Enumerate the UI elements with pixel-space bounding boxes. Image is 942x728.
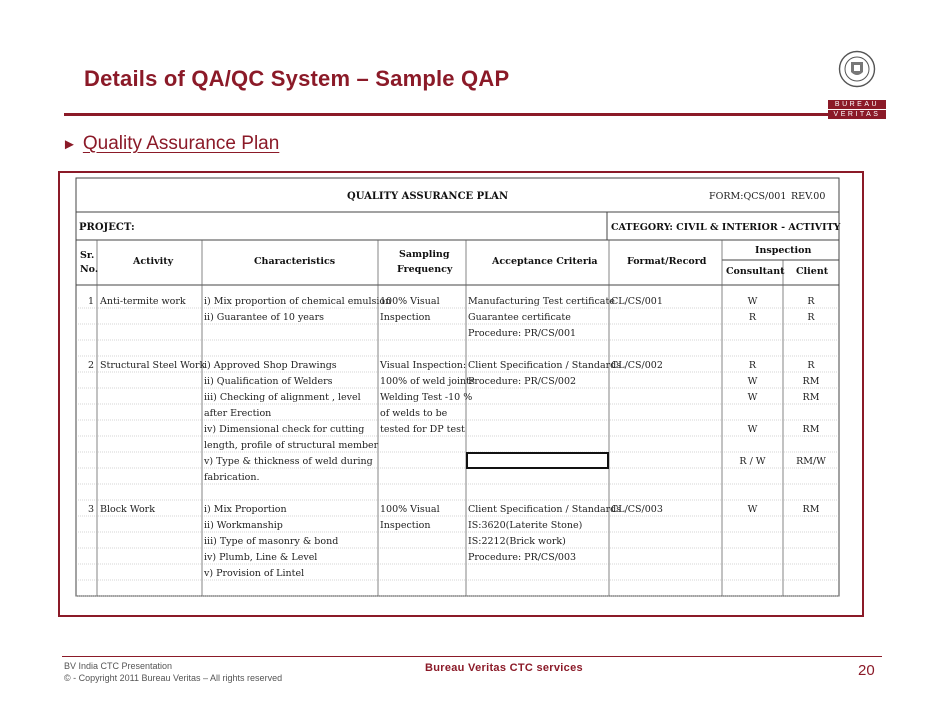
header-sampling-line1: Sampling [399, 249, 450, 260]
cell-consultant: W [747, 392, 758, 403]
cell-consultant: W [747, 296, 758, 307]
header-format-record: Format/Record [627, 256, 707, 267]
plan-revision: REV.00 [791, 191, 826, 202]
header-acceptance-criteria: Acceptance Criteria [492, 256, 598, 267]
cell-sampling-frequency: 100% Visual [380, 504, 440, 515]
cell-characteristics: i) Approved Shop Drawings [204, 360, 337, 371]
cell-acceptance-criteria: Guarantee certificate [468, 312, 571, 323]
cell-characteristics: ii) Workmanship [204, 520, 283, 531]
cell-sr-no: 2 [88, 360, 95, 371]
header-sr-line2: No. [80, 264, 99, 275]
footer-copyright: © - Copyright 2011 Bureau Veritas – All rights reserved [64, 673, 283, 683]
cell-characteristics: iv) Dimensional check for cutting [204, 424, 365, 435]
header-consultant: Consultant [726, 266, 785, 277]
cell-client: RM [802, 376, 820, 387]
cell-characteristics: i) Mix Proportion [204, 504, 287, 515]
cell-sampling-frequency: Visual Inspection: [380, 360, 467, 371]
footer-presentation-name: BV India CTC Presentation [64, 661, 173, 671]
cell-acceptance-criteria: IS:3620(Laterite Stone) [468, 520, 583, 531]
plan-title: QUALITY ASSURANCE PLAN [347, 191, 509, 202]
cell-format-record: CL/CS/003 [611, 504, 663, 515]
project-label: PROJECT: [79, 222, 135, 233]
cell-acceptance-criteria: Client Specification / Standards [468, 504, 622, 515]
cell-sampling-frequency: 100% of weld joints [380, 376, 475, 387]
cell-format-record: CL/CS/001 [611, 296, 663, 307]
page-title: Details of QA/QC System – Sample QAP [84, 66, 510, 91]
cell-acceptance-criteria: Client Specification / Standards [468, 360, 622, 371]
cell-client: R [807, 296, 815, 307]
cell-format-record: CL/CS/002 [611, 360, 663, 371]
cell-consultant: W [747, 424, 758, 435]
cell-characteristics: ii) Qualification of Welders [204, 376, 333, 387]
plan-category: CATEGORY: CIVIL & INTERIOR - ACTIVITY [611, 222, 841, 233]
cell-characteristics: iii) Checking of alignment , level [204, 392, 361, 403]
cell-client: RM [802, 504, 820, 515]
cell-consultant: R [748, 312, 757, 323]
cell-consultant: R [748, 360, 757, 371]
footer-service-name: Bureau Veritas CTC services [425, 662, 583, 674]
cell-characteristics: ii) Guarantee of 10 years [204, 312, 325, 323]
header-client: Client [796, 266, 829, 277]
section-heading-text: Quality Assurance Plan [82, 133, 280, 154]
bullet-arrow-icon: ► [62, 136, 77, 153]
cell-sampling-frequency: Welding Test -10 % [380, 392, 473, 403]
header-sr-line1: Sr. [80, 250, 95, 261]
cell-client: RM [802, 392, 820, 403]
cell-acceptance-criteria: Manufacturing Test certificate [468, 296, 615, 307]
cell-characteristics: iii) Type of masonry & bond [204, 536, 339, 547]
header-characteristics: Characteristics [254, 256, 336, 267]
cell-sr-no: 3 [88, 504, 95, 515]
cell-consultant: R / W [739, 456, 766, 467]
cell-acceptance-criteria: Procedure: PR/CS/002 [468, 376, 577, 387]
cell-characteristics: iv) Plumb, Line & Level [204, 552, 318, 563]
cell-sampling-frequency: tested for DP test [380, 424, 465, 435]
cell-consultant: W [747, 376, 758, 387]
cell-acceptance-criteria: IS:2212(Brick work) [468, 536, 566, 547]
cell-acceptance-criteria: Procedure: PR/CS/003 [468, 552, 577, 563]
cell-sampling-frequency: Inspection [380, 312, 431, 323]
cell-client: RM [802, 424, 820, 435]
header-sampling-line2: Frequency [397, 264, 453, 275]
cell-client: R [807, 312, 815, 323]
footer-divider [62, 656, 882, 657]
cell-activity: Block Work [100, 504, 155, 515]
cell-sr-no: 1 [88, 296, 95, 307]
cell-sampling-frequency: of welds to be [380, 408, 448, 419]
cell-activity: Anti-termite work [100, 296, 186, 307]
plan-form-number: FORM:QCS/001 [709, 191, 787, 202]
cell-characteristics: fabrication. [204, 472, 260, 483]
header-inspection: Inspection [755, 245, 812, 256]
cell-sampling-frequency: Inspection [380, 520, 431, 531]
footer-info [64, 660, 282, 684]
cell-characteristics: i) Mix proportion of chemical emulsion [204, 296, 392, 307]
cell-characteristics: v) Type & thickness of weld during [204, 456, 373, 467]
cell-consultant: W [747, 504, 758, 515]
logo-text-veritas: VERITAS [828, 110, 886, 119]
cell-characteristics: after Erection [204, 408, 272, 419]
page-number: 20 [858, 662, 875, 679]
cell-client: RM/W [796, 456, 826, 467]
cell-characteristics: v) Provision of Lintel [204, 568, 305, 579]
cell-characteristics: length, profile of structural member [204, 440, 379, 451]
cell-acceptance-criteria: Procedure: PR/CS/001 [468, 328, 577, 339]
cell-client: R [807, 360, 815, 371]
logo-text-bureau: BUREAU [828, 100, 886, 109]
header-activity: Activity [133, 256, 174, 267]
cell-activity: Structural Steel Work [100, 360, 206, 371]
cell-sampling-frequency: 100% Visual [380, 296, 440, 307]
